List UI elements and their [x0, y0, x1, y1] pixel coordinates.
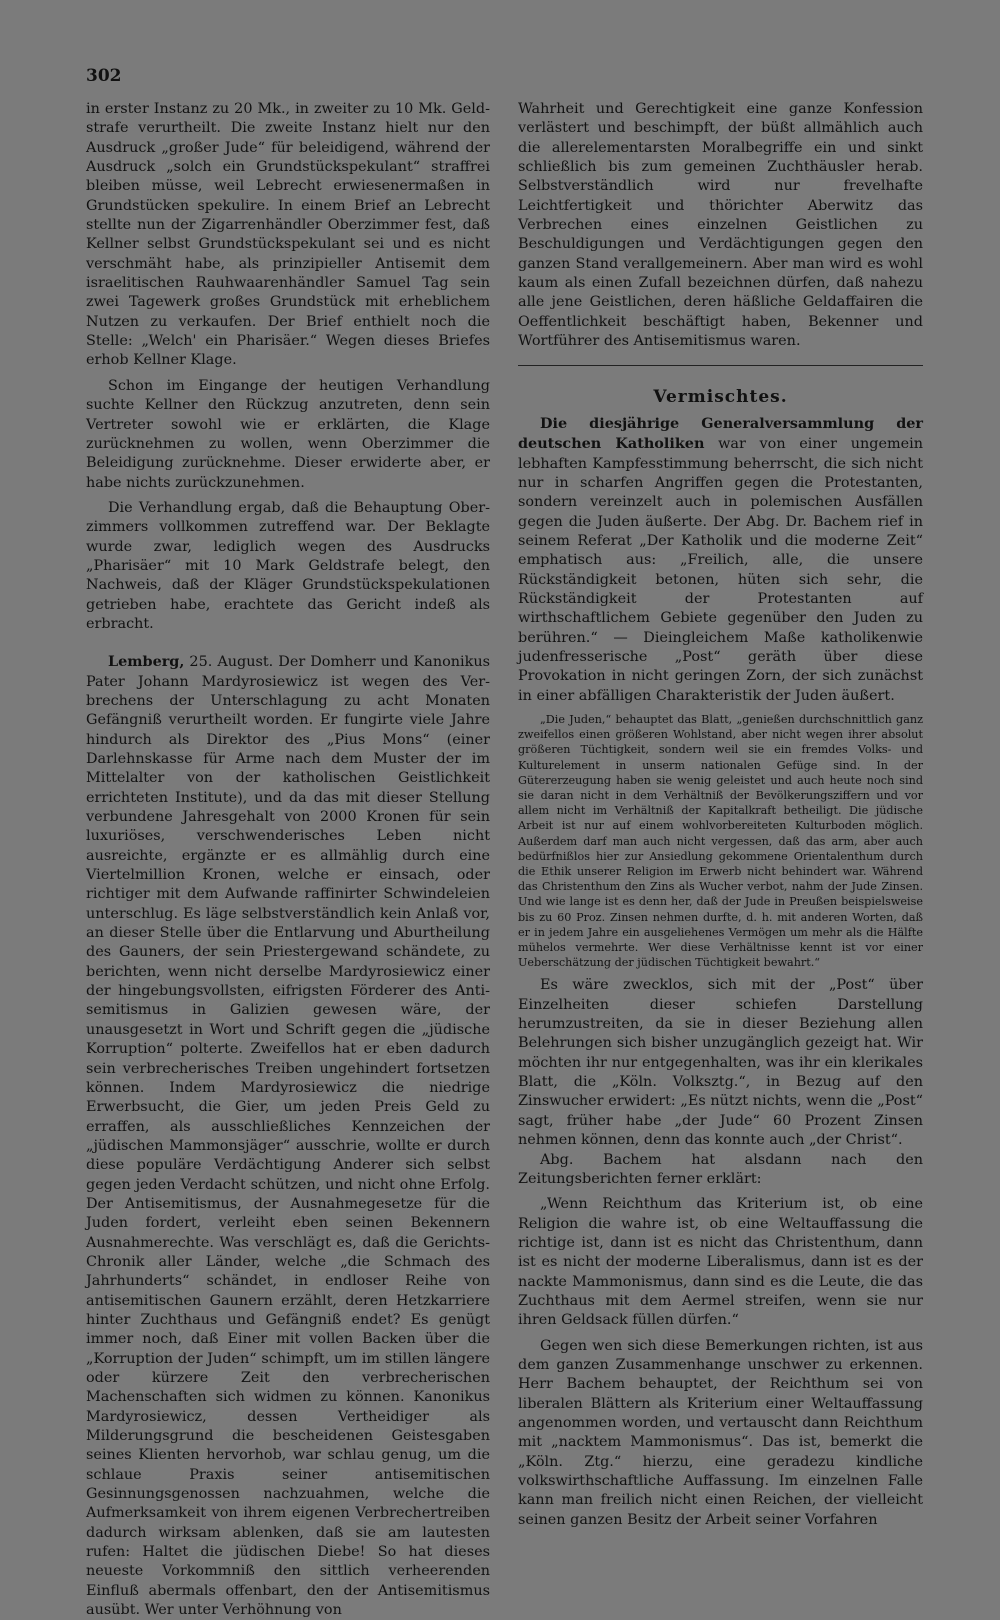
article-intro-text: war von einer ungemein lebhaften Kampfesstimmung beherrscht, die sich nicht nur in scharfen Angriffen gegen die Protestanten, sondern vereinzelt auch in polemischen Ausfällen gegen die Juden äußerte. Der Abg. Dr. Bachem rief in seinem Referat „Der Katholik und die moderne Zeit“ emphatisch aus: „Freilich, alle, die unsere Rückständigkeit betonen, hüten sich sehr, die Rückständigkeit der Protestanten auf wirthschaftlichem Gebiete gegenüber den Juden zu berühren.“ — Dieingleichem Maße katholikenwie judenfresserische „Post“ geräth über diese Provokation in nicht geringen Zorn, der sich zunächst in einer abfälligen Charakteristik der Juden äußert.	[518, 436, 923, 704]
article-title: Die diesjährige Generalversammlung der deutschen Katholiken	[518, 414, 923, 453]
column-divider-rule	[518, 365, 923, 366]
paragraph-bachem-quote: „Wenn Reichthum das Kriterium ist, ob eine Religion die wahre ist, ob eine Weltauffassung die richtige ist, dann ist es nicht das Christenthum, dann ist es nicht der moderne Liberalismus, dann ist es der nackte Mammonismus, dann sind es die Leute, die das Zuchthaus mit dem Aermel streifen, wenn sie nur ihren Geldsack füllen dürfen.“	[518, 1196, 923, 1329]
lemberg-article-text: 25. August. Der Domherr und Kanonikus Pater Johann Mardyrosiewicz ist wegen des Verbrechens der Unterschlagung zu acht Monaten Gefängniß verurtheilt worden. Er fungirte viele Jahre hindurch als Direktor des „Pius Mons“ (einer Darlehnskasse für Arme nach dem Muster der im Mittelalter von der katholischen Geistlichkeit errichteten Institute), und da das mit dieser Stellung verbundene Jahresgehalt von 2000 Kronen für sein luxuriöses, verschwenderisches Leben nicht ausreichte, ergänzte er es allmählig durch eine Viertelmillion Kronen, welche er einsach, oder richtiger mit dem Aufwande raffinirter Schwindeleien unterschlug. Es läge selbstverständlich kein Anlaß vor, an dieser Stelle über die Entlarvung und Aburtheilung des Gauners, der sein Priestergewand schändete, zu berichten, wenn nicht derselbe Mardyrosiewicz einer der hingebungsvollsten, eifrigsten Förderer des Antisemitismus in Galizien gewesen wäre, der unausgesetzt in Wort und Schrift gegen die „jüdische Korruption“ polterte. Zweifellos hat er eben dadurch sein verbrecherisches Treiben ungehindert fortsetzen können. Indem Mardyrosiewicz die niedrige Erwerbsucht, die Gier, um jeden Preis Geld zu erraffen, als ausschließliches Kennzeichen der „jüdischen Mammonsjäger“ ausschrie, wollte er durch diese populäre Verdächtigung Anderer sich selbst gegen jeden Verdacht schützen, und nicht ohne Erfolg. Der Antisemitismus, der Ausnahmegesetze für die Juden fordert, verleiht eben seinen Bekennern Ausnahmerechte. Was verschlägt es, daß die Gerichts-Chronik aller Länder, welche „die Schmach des Jahrhunderts“ schändet, in endloser Reihe von antisemitischen Gaunern erzählt, deren Hetzkarriere hinter Zuchthaus und Gefängniß endet? Es genügt immer noch, daß Einer mit vollen Backen über die „Korruption der Juden“ schimpft, um im stillen längere oder kürzere Zeit den verbrecherischen Machenschaften sich widmen zu können. Kanonikus Mardyrosiewicz, dessen Vertheidiger als Milderungsgrund die bescheidenen Geistesgaben seines Klienten hervorhob, war schlau genug, um die schlaue Praxis seiner antisemitischen Gesinnungsgenossen nachzuahmen, welche die Aufmerksamkeit von ihrem eigenen Verbrechertreiben dadurch wirksam ablenken, daß sie am lautesten rufen: Haltet die jüdischen Diebe! So hat dieses neueste Vorkommniß den sittlich verheerenden Einfluß abermals offenbart, den der Antisemitismus ausübt. Wer unter Verhöhnung von	[86, 654, 490, 1619]
dateline-lemberg: Lemberg,	[108, 653, 185, 671]
paragraph-zwecklos: Es wäre zwecklos, sich mit der „Post“ über Einzelheiten dieser schiefen Darstellung herumzustreiten, da sie in dieser Beziehung allen Belehrungen sich bisher unzugänglich gezeigt hat. Wir möchten ihr nur entgegenhalten, was ihr ein klerikales Blatt, die „Köln. Volksztg.“, in Bezug auf den Zinswucher erwidert: „Es nützt nichts, wenn die „Post“ sagt, früher habe „der Jude“ 60 Prozent Zinsen nehmen können, denn das konnte auch „der Christ“.	[518, 977, 923, 1149]
right-column	[518, 100, 923, 1530]
block-quote	[518, 712, 923, 970]
quote-post: „Die Juden,“ behauptet das Blatt, „genießen durchschnittlich ganz zweifellos einen größeren Wohlstand, aber nicht wegen ihrer absolut größeren Tüchtigkeit, sondern weil sie ein fremdes Volks- und Kulturelement in unserm nationalen Gefüge sind. In der Gütererzeugung haben sie wenig geleistet und auch heute noch sind sie daran nicht in dem Verhältniß der Bevölkerungsziffern und vor allem nicht im Verhältniß der Kapitalkraft betheiligt. Die jüdische Arbeit ist nur auf einem wohlvorbereiteten Kulturboden möglich. Außerdem darf man auch nicht vergessen, daß das arm, aber auch bedürfnißlos hier zur Ansiedlung gekommene Orientalenthum durch die Ethik unserer Religion im Erwerb nicht behindert war. Während das Christenthum den Zins als Wucher verbot, nahm der Jude Zinsen. Und wie lange ist es denn her, daß der Jude in Preußen beispielsweise bis zu 60 Proz. Zinsen nehmen durfte, d. h. mit anderen Worten, daß er in jedem Jahre ein ausgeliehenes Vermögen um mehr als die Hälfte mühelos vermehrte. Wer diese Verhältnisse kennt ist vor einer Ueberschätzung der jüdischen Tüchtigkeit bewahrt.“	[518, 712, 923, 970]
section-heading: Vermischtes.	[653, 387, 788, 408]
paragraph-bachem-erklaert: Abg. Bachem hat alsdann nach den Zeitungsberichten ferner erklärt:	[518, 1151, 923, 1187]
paragraph-katholiken	[518, 414, 923, 706]
paragraph-kellner-1: in erster Instanz zu 20 Mk., in zweiter zu 10 Mk. Geldstrafe verurtheilt. Die zweite Instanz hielt nur den Ausdruck „großer Jude“ für beleidigend, während der Ausdruck „solch ein Grundstückspekulant“ straffrei bleiben müsse, weil Lebrecht erwiesenermaßen in Grundstücken spekulire. In einem Brief an Lebrecht stellte nun der Zigarrenhändler Oberzimmer fest, daß Kellner selbst Grundstückspekulant sei und es nicht verschmäht habe, als prinzipieller Antisemit dem israelitischen Rauhwaarenhändler Samuel Tag sein zwei Tagewerk großes Grundstück mit erheblichem Nutzen zu verkaufen. Der Brief enthielt noch die Stelle: „Welch' ein Pharisäer.“ Wegen dieses Briefes erhob Kellner Klage.	[86, 101, 490, 369]
paragraph-kellner-3: Die Verhandlung ergab, daß die Behauptung Oberzimmers vollkommen zutreffend war. Der Beklagte wurde zwar, lediglich wegen des Ausdrucks „Pharisäer“ mit 10 Mark Geldstrafe belegt, den Nachweis, daß der Kläger Grundstückspekulationen getrieben habe, erachtete das Gericht indeß als erbracht.	[86, 499, 490, 632]
left-column	[86, 100, 490, 1620]
paragraph-bemerkungen: Gegen wen sich diese Bemerkungen richten, ist aus dem ganzen Zusammenhange unschwer zu erkennen. Herr Bachem behauptet, der Reichthum sei von liberalen Blättern als Kriterium einer Weltauffassung angenommen worden, und vertauscht dann Reichthum mit „nacktem Mammonismus“. Das ist, bemerkt die „Köln. Ztg.“ hierzu, eine geradezu kindliche volkswirthschaftliche Auffassung. Im einzelnen Falle kann man freilich nicht einen Reichen, der vielleicht seinen ganzen Besitz der Arbeit seiner Vorfahren	[518, 1337, 923, 1528]
paragraph-lemberg	[86, 652, 490, 1620]
page-number: 302	[86, 66, 122, 86]
paragraph-kellner-2: Schon im Eingange der heutigen Verhandlung suchte Kellner den Rückzug anzutreten, denn sein Vertreter sowohl wie er erklärten, die Klage zurücknehmen zu wollen, wenn Oberzimmer die Beleidigung zurücknehme. Dieser erwiderte aber, er habe nichts zurückzunehmen.	[86, 377, 490, 491]
paragraph-continuation: Wahrheit und Gerechtigkeit eine ganze Konfession verlästert und beschimpft, der büßt allmählich auch die allerelementarsten Moralbegriffe ein und sinkt schließlich bis zum gemeinen Zuchthäusler herab. Selbstverständlich wird nur frevelhafte Leichtfertigkeit und thörichter Aberwitz das Verbrechen eines einzelnen Geistlichen zu Beschuldigungen und Verdächtigungen gegen den ganzen Stand verallgemeinern. Aber man wird es wohl kaum als einen Zufall bezeichnen dürfen, daß nahezu alle jene Geistlichen, deren häßliche Geldaffairen die Oeffentlichkeit beschäftigt haben, Bekenner und Wortführer des Antisemitismus waren.	[518, 101, 923, 350]
